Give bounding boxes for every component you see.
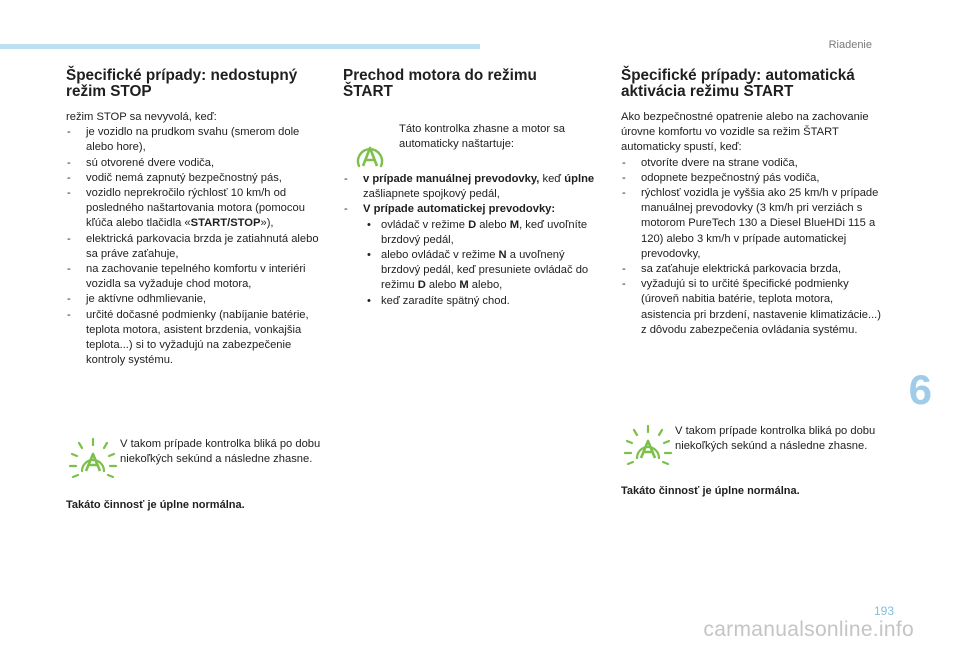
condition-list [621, 156, 883, 338]
list-item: - vozidlo neprekročilo rýchlosť 10 km/h od posledného naštartovania motora (pomocou kľúča alebo tlačidla «START/STOP»), [66, 186, 328, 232]
list-item: - sa zaťahuje elektrická parkovacia brzda, [621, 262, 883, 277]
list-item: - odopnete bezpečnostný pás vodiča, [621, 171, 883, 186]
list-item: - otvoríte dvere na strane vodiča, [621, 156, 883, 171]
column-prechod-start [343, 68, 605, 110]
list-item: - je vozidlo na prudkom svahu (smerom dole alebo hore), [66, 125, 328, 155]
start-note [343, 122, 605, 174]
list-item: - vyžadujú si to určité špecifické podmienky (úroveň nabitia batérie, teplota motora, asistencia pri brzdení, nastavenie klimatizácie...) z dôvodu zabezpečenia ovládania systému. [621, 277, 883, 338]
heading-automaticka-aktivacia: Špecifické prípady: automatická aktivácia režimu ŠTART [621, 67, 855, 100]
list-item: - elektrická parkovacia brzda je zatiahnutá alebo sa práve zaťahuje, [66, 232, 328, 262]
list-item: - rýchlosť vozidla je vyššia ako 25 km/h v prípade manuálnej prevodovky (3 km/h pri verziách s motorom PureTech 130 a Diesel BlueHDi 115 a 120) alebo 3 km/h v prípade automatickej prevodovky, [621, 186, 883, 262]
normal-note: Takáto činnosť je úplne normálna. [66, 499, 245, 511]
blink-note-text: V takom prípade kontrolka bliká po dobu niekoľkých sekúnd a následne zhasne. [120, 438, 321, 466]
blink-note-1 [66, 437, 328, 481]
list-item: • alebo ovládač v režime N a uvoľnený brzdový pedál, keď presuniete ovládač do režimu D alebo M alebo, [363, 248, 605, 294]
blink-note-2 [621, 424, 883, 468]
start-conditions [343, 172, 605, 309]
list-item: - sú otvorené dvere vodiča, [66, 156, 328, 171]
column-automaticka-aktivacia [621, 68, 883, 338]
chapter-tab [908, 330, 960, 450]
list-item: - na zachovanie tepelného komfortu v interiéri vozidla sa vyžaduje chod motora, [66, 262, 328, 292]
header-bar [0, 44, 480, 49]
list-item: • ovládač v režime D alebo M, keď uvoľníte brzdový pedál, [363, 218, 605, 248]
automatic-list [363, 218, 605, 309]
stop-start-blinking-icon [66, 437, 120, 481]
heading-prechod-start: Prechod motora do režimu ŠTART [343, 67, 537, 100]
condition-list [66, 125, 328, 368]
section-title: Riadenie [828, 39, 872, 51]
column-nedostupny-stop [66, 68, 328, 368]
blink-note-text: V takom prípade kontrolka bliká po dobu niekoľkých sekúnd a následne zhasne. [675, 425, 876, 453]
normal-note: Takáto činnosť je úplne normálna. [621, 485, 800, 497]
list-item: - vodič nemá zapnutý bezpečnostný pás, [66, 171, 328, 186]
watermark: carmanualsonline.info [703, 618, 914, 641]
list-item: - je aktívne odhmlievanie, [66, 292, 328, 307]
stop-start-blinking-icon [621, 424, 675, 468]
list-item: - určité dočasné podmienky (nabíjanie batérie, teplota motora, asistent brzdenia, vonkajšia teplota...) si to vyžadujú na zabezpečenie kontroly systému. [66, 308, 328, 369]
start-note-text: Táto kontrolka zhasne a motor sa automaticky naštartuje: [399, 123, 566, 151]
condition-list [343, 172, 605, 309]
list-item: - V prípade automatickej prevodovky: • ovládač v režime D alebo M, keď uvoľníte brzdový pedál, • alebo ovládač v režime N a uvoľnený brzdový pedál, keď presuniete ovládač do režimu D alebo M alebo, • keď zaradíte spätný chod. [343, 202, 605, 308]
page-number: 193 [873, 604, 894, 618]
heading-nedostupny-stop: Špecifické prípady: nedostupný režim STOP [66, 67, 298, 100]
list-item: • keď zaradíte spätný chod. [363, 294, 605, 309]
intro-text: Ako bezpečnostné opatrenie alebo na zachovanie úrovne komfortu vo vozidle sa režim ŠTART automaticky spustí, keď: [621, 111, 869, 154]
list-item: - v prípade manuálnej prevodovky, keď úplne zašliapnete spojkový pedál, [343, 172, 605, 202]
chapter-number: 6 [908, 366, 932, 413]
intro-text: režim STOP sa nevyvolá, keď: [66, 111, 217, 123]
stop-start-icon [343, 130, 397, 174]
